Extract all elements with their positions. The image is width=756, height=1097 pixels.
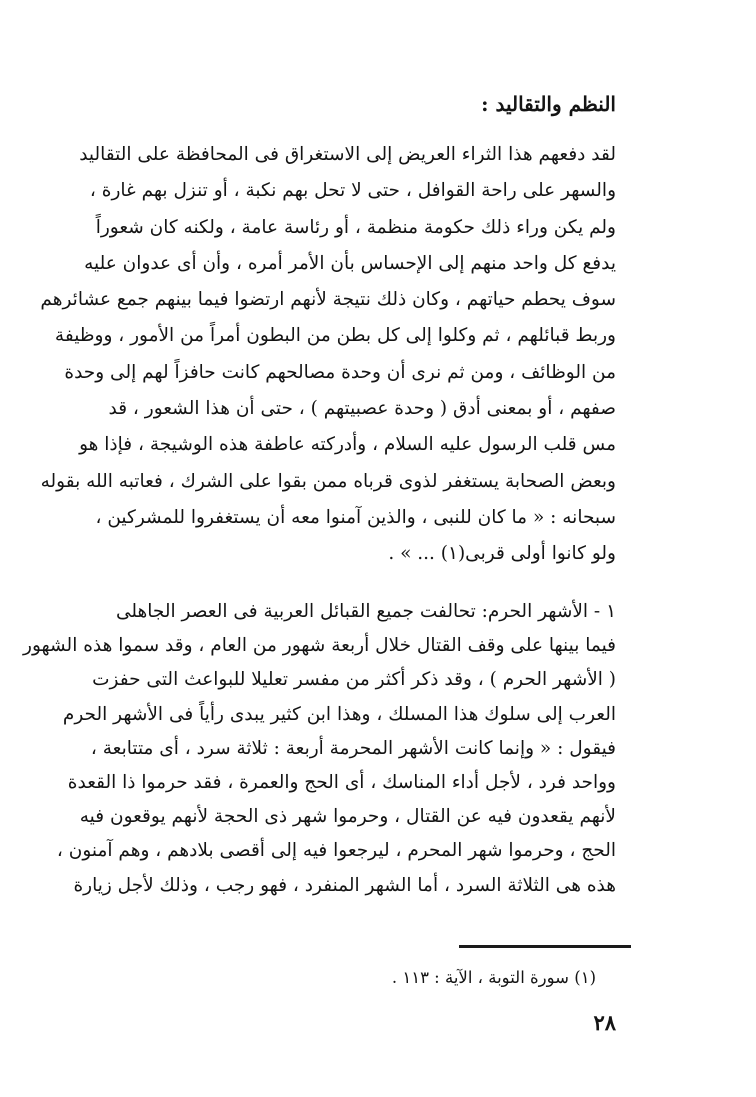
text-line: هذه هى الثلاثة السرد ، أما الشهر المنفرد ، فهو رجب ، وذلك لأجل زيارة xyxy=(73,874,616,896)
text-line: ولم يكن وراء ذلك حكومة منظمة ، أو رئاسة عامة ، ولكنه كان شعوراً xyxy=(95,216,616,238)
footnote-divider xyxy=(459,945,631,948)
text-line: والسهر على راحة القوافل ، حتى لا تحل بهم نكبة ، أو تنزل بهم غارة ، xyxy=(89,180,616,202)
text-line: ١ - الأشهر الحرم: تحالفت جميع القبائل العربية فى العصر الجاهلى xyxy=(116,601,616,622)
section-heading: النظم والتقاليد : xyxy=(481,92,616,116)
text-line: فيما بينها على وقف القتال خلال أربعة شهور من العام ، وقد سموا هذه الشهور xyxy=(23,635,616,657)
text-line: وبعض الصحابة يستغفر لذوى قرباه ممن بقوا على الشرك ، فعاتبه الله بقوله xyxy=(40,470,616,492)
text-line: لأنهم يقعدون فيه عن القتال ، وحرموا شهر ذى الحجة لأنهم يوقعون فيه xyxy=(79,806,616,828)
text-line: لقد دفعهم هذا الثراء العريض إلى الاستغراق فى المحافظة على التقاليد xyxy=(79,144,616,165)
text-line: مس قلب الرسول عليه السلام ، وأدركته عاطفة هذه الوشيجة ، فإذا هو xyxy=(79,434,616,456)
page-number: ٢٨ xyxy=(593,1010,616,1035)
text-line: العرب إلى سلوك هذا المسلك ، وهذا ابن كثير يبدى رأياً فى الأشهر الحرم xyxy=(62,703,616,725)
text-line: ولو كانوا أولى قربى(١) ... » . xyxy=(388,543,616,565)
paragraph-traditions xyxy=(40,137,616,573)
text-line: سبحانه : « ما كان للنبى ، والذين آمنوا معه أن يستغفروا للمشركين ، xyxy=(95,506,616,528)
text-line: الحج ، وحرموا شهر المحرم ، ليرجعوا فيه إلى أقصى بلادهم ، وهم آمنون ، xyxy=(56,840,616,862)
footnote: (١) سورة التوبة ، الآية : ١١٣ . xyxy=(391,968,596,987)
text-line: من الوظائف ، ومن ثم نرى أن وحدة مصالحهم كانت حافزاً لهم إلى وحدة xyxy=(64,361,616,383)
text-line: وربط قبائلهم ، ثم وكلوا إلى كل بطن من البطون أمراً من الأمور ، ووظيفة xyxy=(54,325,616,347)
text-line: سوف يحطم حياتهم ، وكان ذلك نتيجة لأنهم ارتضوا فيما بينهم جمع عشائرهم xyxy=(40,289,616,311)
text-line: وواحد فرد ، لأجل أداء المناسك ، أى الحج والعمرة ، فقد حرموا ذا القعدة xyxy=(67,771,616,793)
text-line: ( الأشهر الحرم ) ، وقد ذكر أكثر من مفسر تعليلا للبواعث التى حفزت xyxy=(92,669,616,691)
text-line: فيقول : « وإنما كانت الأشهر المحرمة أربعة : ثلاثة سرد ، أى متتابعة ، xyxy=(90,737,616,759)
text-line: يدفع كل واحد منهم إلى الإحساس بأن الأمر أمره ، وأن أى عدوان عليه xyxy=(84,252,616,274)
text-line: صفهم ، أو بمعنى أدق ( وحدة عصبيتهم ) ، حتى أن هذا الشعور ، قد xyxy=(108,398,616,420)
paragraph-sacred-months xyxy=(23,595,616,903)
